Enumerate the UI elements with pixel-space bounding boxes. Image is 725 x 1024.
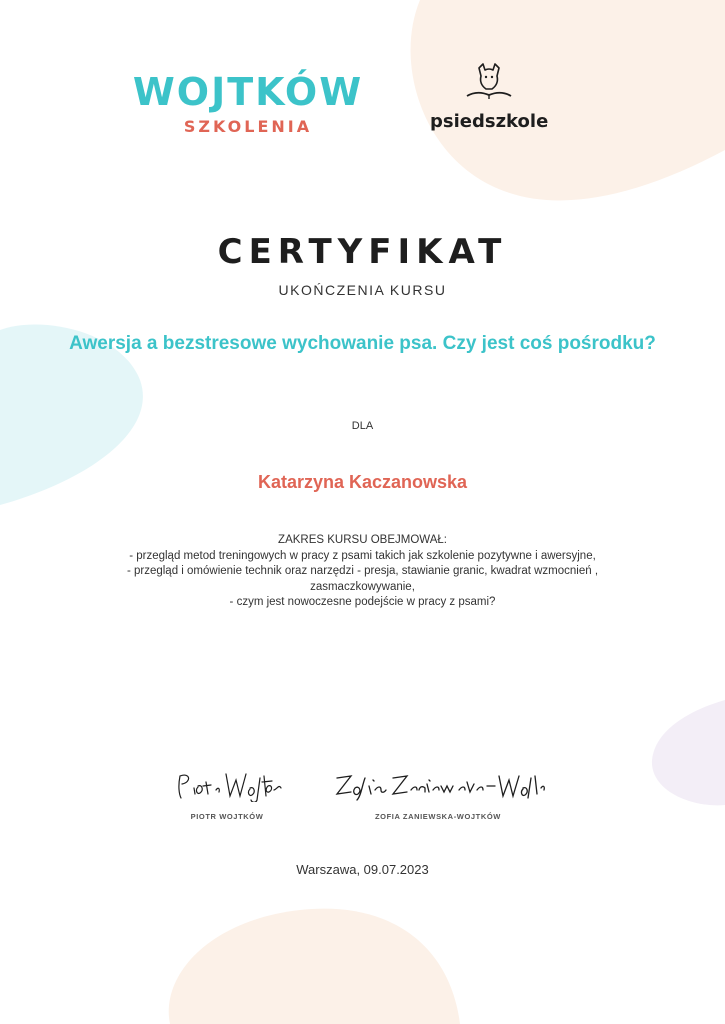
for-label: DLA bbox=[351, 420, 374, 432]
certificate-subtitle: UKOŃCZENIA KURSU bbox=[278, 282, 447, 298]
signatory-name-2: ZOFIA ZANIEWSKA-WOJTKÓW bbox=[374, 812, 501, 821]
wojtkow-szkolenia-logo bbox=[128, 70, 368, 137]
handwritten-signature-1 bbox=[172, 768, 282, 802]
course-scope bbox=[40, 533, 685, 611]
signature-block-2 bbox=[328, 768, 548, 821]
scope-line: - przegląd metod treningowych w pracy z psami takich jak szkolenie pozytywne i awersyjne, bbox=[129, 549, 596, 562]
signatory-name-1: PIOTR WOJTKÓW bbox=[190, 812, 264, 821]
place-and-date: Warszawa, 09.07.2023 bbox=[296, 862, 429, 877]
scope-line: zasmaczkowywanie, bbox=[310, 580, 415, 593]
handwritten-signature-2 bbox=[331, 768, 546, 802]
background-blob-bottom bbox=[150, 905, 460, 1024]
signature-block-1 bbox=[117, 768, 337, 821]
scope-line: - czym jest nowoczesne podejście w pracy z psami? bbox=[229, 596, 496, 608]
background-blob-right bbox=[650, 700, 725, 810]
scope-heading: ZAKRES KURSU OBEJMOWAŁ: bbox=[278, 534, 447, 546]
partner-logo-text: psiedszkole bbox=[430, 111, 549, 132]
certificate-title: CERTYFIKAT bbox=[217, 232, 508, 272]
dog-reading-book-icon bbox=[459, 62, 519, 104]
recipient-name: Katarzyna Kaczanowska bbox=[257, 472, 468, 492]
scope-line: - przegląd i omówienie technik oraz narzędzi - presja, stawianie granic, kwadrat wzmocnień , bbox=[126, 565, 599, 577]
psiedszkole-logo bbox=[430, 62, 548, 132]
logo-brand-main: WOJTKÓW bbox=[132, 70, 364, 114]
logo-brand-sub: SZKOLENIA bbox=[183, 117, 313, 136]
course-title: Awersja a bezstresowe wychowanie psa. Czy jest coś pośrodku? bbox=[69, 333, 656, 354]
